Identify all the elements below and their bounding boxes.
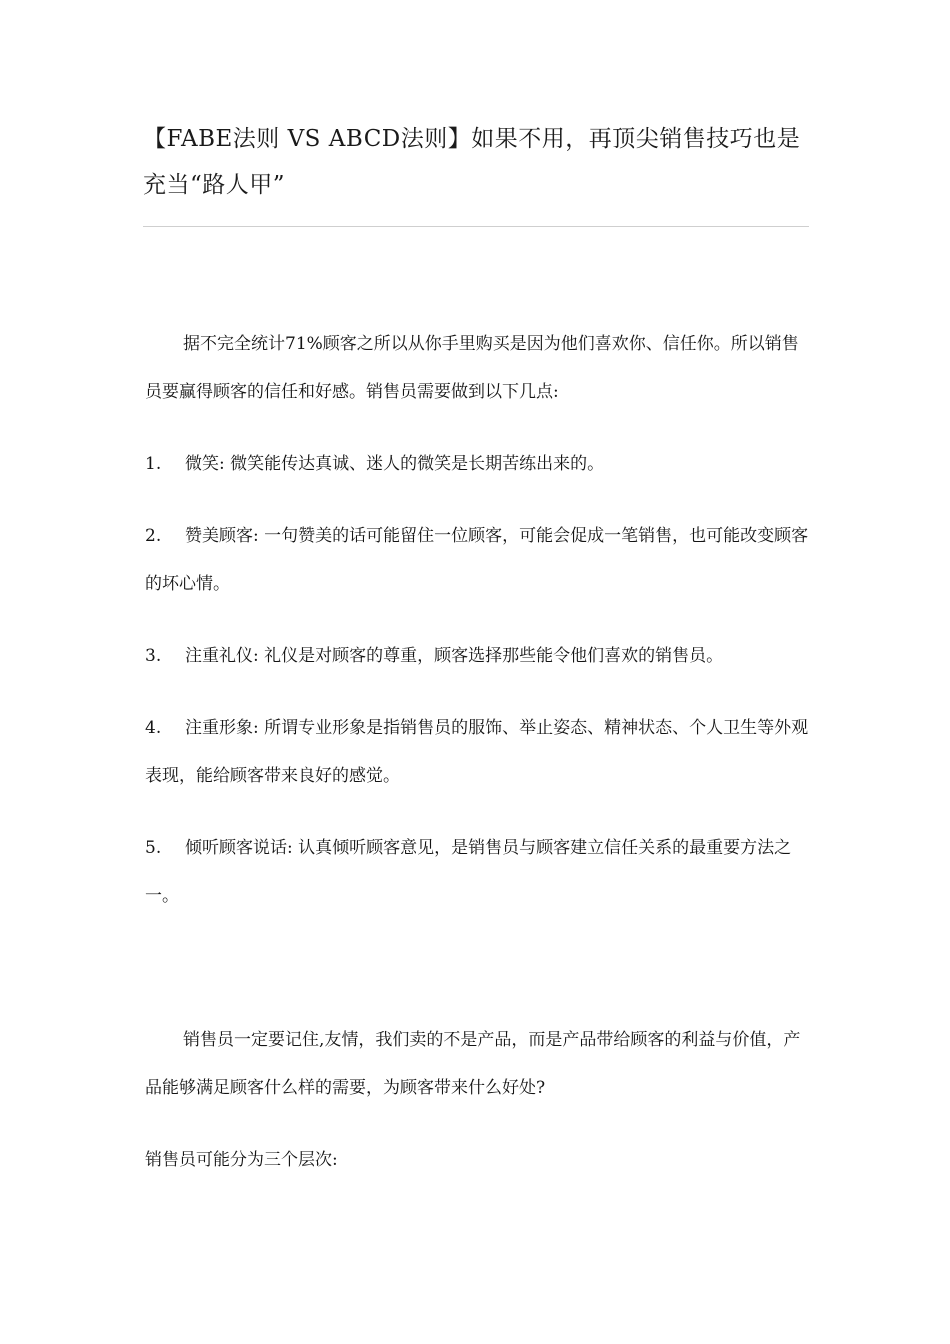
point-item-5 xyxy=(145,824,810,920)
title-divider xyxy=(143,226,809,227)
point-number: 2. xyxy=(145,526,162,546)
point-item-2 xyxy=(145,512,810,608)
intro-paragraph: 据不完全统计71%顾客之所以从你手里购买是因为他们喜欢你、信任你。所以销售员要赢得顾客的信任和好感。销售员需要做到以下几点: xyxy=(145,334,799,402)
point-number: 4. xyxy=(145,718,162,738)
point-number: 5. xyxy=(145,838,162,858)
remember-paragraph: 销售员一定要记住,友情，我们卖的不是产品，而是产品带给顾客的利益与价值，产品能够满足顾客什么样的需要，为顾客带来什么好处? xyxy=(145,1030,801,1098)
point-text: 赞美顾客: 一句赞美的话可能留住一位顾客，可能会促成一笔销售，也可能改变顾客的坏心情。 xyxy=(145,526,809,594)
page-title: 【FABE法则 VS ABCD法则】如果不用，再顶尖销售技巧也是充当“路人甲” xyxy=(143,126,801,198)
point-text: 倾听顾客说话: 认真倾听顾客意见，是销售员与顾客建立信任关系的最重要方法之一。 xyxy=(145,838,792,906)
point-text: 注重礼仪: 礼仪是对顾客的尊重，顾客选择那些能令他们喜欢的销售员。 xyxy=(185,646,724,666)
point-number: 1. xyxy=(145,454,162,474)
point-item-1 xyxy=(145,440,810,488)
point-item-4 xyxy=(145,704,810,800)
point-text: 微笑: 微笑能传达真诚、迷人的微笑是长期苦练出来的。 xyxy=(185,454,605,474)
levels-paragraph: 销售员可能分为三个层次: xyxy=(145,1150,338,1170)
point-number: 3. xyxy=(145,646,162,666)
point-text: 注重形象: 所谓专业形象是指销售员的服饰、举止姿态、精神状态、个人卫生等外观表现，能给顾客带来良好的感觉。 xyxy=(145,718,809,786)
point-item-3 xyxy=(145,632,810,680)
